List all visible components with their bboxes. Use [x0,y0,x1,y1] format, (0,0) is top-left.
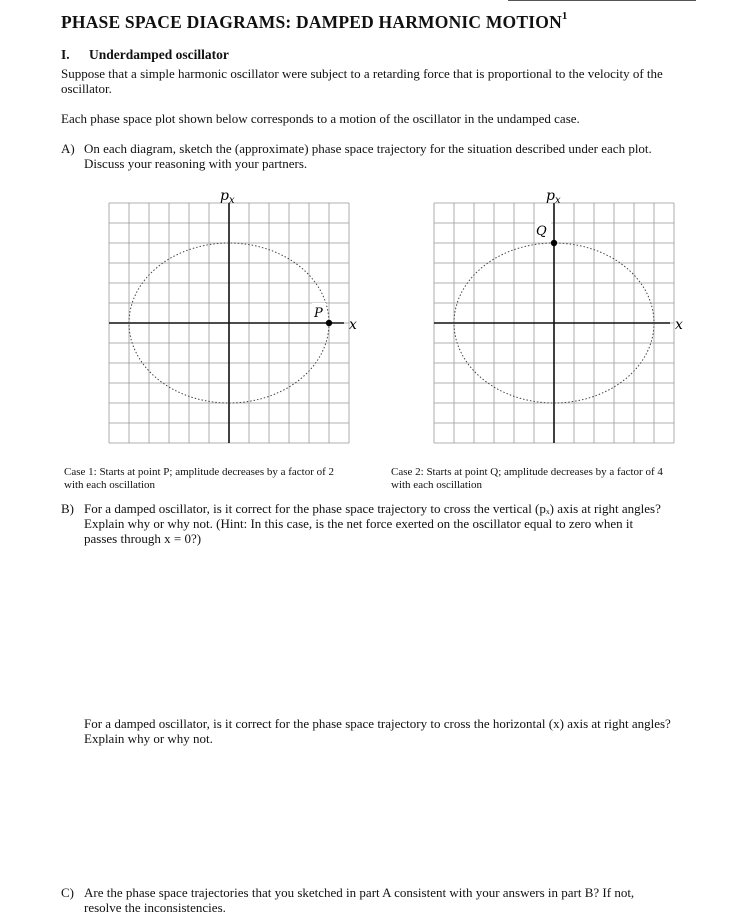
phase-plot-case-2[interactable] [426,183,701,448]
point-label-q: Q [536,224,547,239]
plot-grid [109,203,349,443]
section-number: I. [61,47,70,62]
part-c-line-2: resolve the inconsistencies. [84,900,226,915]
title-footnote-marker: 1 [561,10,568,23]
student-number-line [508,0,696,3]
caption-case-1 [64,466,334,492]
intro-line-1: Suppose that a simple harmonic oscillator were subject to a retarding force that is proportional to the velocity of the [61,66,663,81]
caption-case-1-line-1: Case 1: Starts at point P; amplitude decreases by a factor of 2 [64,466,335,478]
plot-grid [434,203,674,443]
part-c-question [61,885,731,917]
point-label-p: P [314,306,323,321]
intro-paragraph [61,66,663,96]
part-b-line-2: Explain why or why not. (Hint: In this case, is the net force exerted on the oscillator equal to zero when it [84,516,634,531]
caption-case-2 [391,466,663,492]
part-a-line-2: Discuss your reasoning with your partners. [84,156,308,171]
part-b-question [61,501,741,549]
x-axis-label: x [675,317,683,333]
undamped-note: Each phase space plot shown below corresponds to a motion of the oscillator in the undamped case. [61,111,580,126]
part-b-line-1: For a damped oscillator, is it correct for the phase space trajectory to cross the vertical (pₓ) axis at right angles? [84,501,661,516]
caption-case-2-line-1: Case 2: Starts at point Q; amplitude decreases by a factor of 4 [391,466,663,478]
start-point-q[interactable] [551,240,557,246]
part-a-question [61,141,731,173]
page-title: PHASE SPACE DIAGRAMS: DAMPED HARMONIC MOTION$^1$ [61,10,568,32]
part-c-label: C) [61,885,74,900]
x-axis-label: x [349,317,357,333]
part-b-q2-line-1: For a damped oscillator, is it correct for the phase space trajectory to cross the horizontal (x) axis at right angles? [84,716,671,731]
start-point-p[interactable] [326,320,332,326]
part-b-line-3: passes through x = 0?) [84,531,202,546]
caption-case-1-line-2: with each oscillation [64,479,156,491]
phase-plot-case-1[interactable] [100,183,375,448]
part-c-line-1: Are the phase space trajectories that you sketched in part A consistent with your answers in part B? If not, [84,885,635,900]
caption-case-2-line-2: with each oscillation [391,479,483,491]
section-heading [61,47,229,63]
intro-line-2: oscillator. [61,81,112,96]
part-b-label: B) [61,501,74,516]
part-a-line-1: On each diagram, sketch the (approximate) phase space trajectory for the situation described under each plot. [84,141,652,156]
p-x-axis-label: $p_x$ [220,188,235,206]
p-x-axis-label: $p_x$ [546,188,561,206]
part-b-question-2 [84,716,744,746]
section-title: Underdamped oscillator [89,47,229,62]
part-b-q2-line-2: Explain why or why not. [84,731,213,746]
part-a-label: A) [61,141,75,156]
